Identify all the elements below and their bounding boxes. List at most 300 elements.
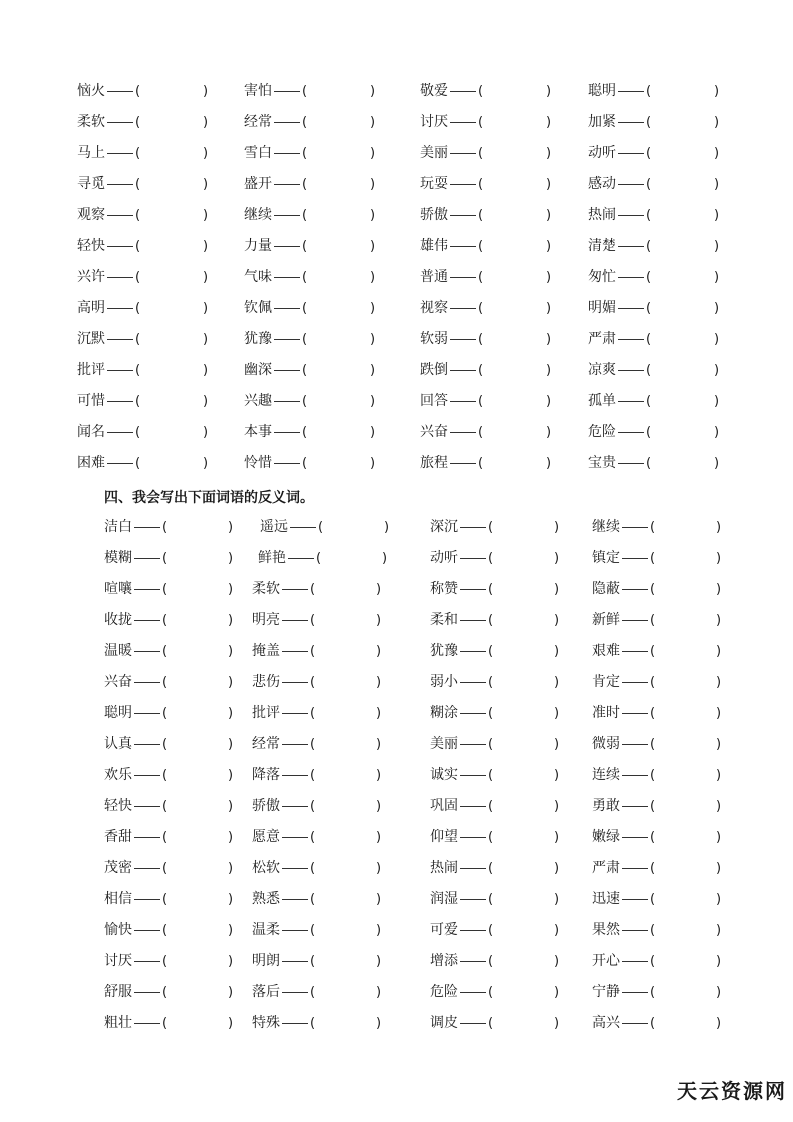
answer-blank-open[interactable]: (: [646, 363, 652, 378]
answer-blank-close[interactable]: ): [376, 799, 382, 814]
answer-blank-open[interactable]: (: [488, 954, 494, 969]
answer-blank-close[interactable]: ): [716, 675, 722, 690]
answer-blank-close[interactable]: ): [714, 301, 720, 316]
answer-blank-open[interactable]: (: [302, 115, 308, 130]
dash-separator: [622, 527, 648, 528]
answer-blank-open[interactable]: (: [162, 954, 168, 969]
answer-blank-open[interactable]: (: [646, 332, 652, 347]
answer-blank-open[interactable]: (: [488, 861, 494, 876]
word-text: 玩耍: [420, 176, 448, 192]
answer-blank-open[interactable]: (: [478, 425, 484, 440]
dash-separator: [282, 837, 308, 838]
answer-blank-open[interactable]: (: [162, 675, 168, 690]
answer-blank-close[interactable]: ): [376, 892, 382, 907]
answer-blank-open[interactable]: (: [302, 177, 308, 192]
answer-blank-open[interactable]: (: [488, 923, 494, 938]
answer-blank-close[interactable]: ): [228, 520, 234, 535]
word-row: [0, 231, 793, 262]
answer-blank-close[interactable]: ): [203, 177, 209, 192]
answer-blank-close[interactable]: ): [228, 1016, 234, 1031]
word-item: [430, 946, 570, 977]
word-text: 微弱: [592, 736, 620, 752]
answer-blank-open[interactable]: (: [650, 799, 656, 814]
word-item: [252, 636, 392, 667]
answer-blank-open[interactable]: (: [478, 270, 484, 285]
answer-blank-close[interactable]: ): [546, 363, 552, 378]
answer-blank-close[interactable]: ): [370, 332, 376, 347]
answer-blank-open[interactable]: (: [488, 830, 494, 845]
word-item: [252, 1008, 392, 1039]
word-item: [420, 448, 560, 479]
answer-blank-open[interactable]: (: [488, 768, 494, 783]
answer-blank-open[interactable]: (: [488, 892, 494, 907]
answer-blank-open[interactable]: (: [646, 84, 652, 99]
answer-blank-close[interactable]: ): [228, 923, 234, 938]
answer-blank-close[interactable]: ): [546, 146, 552, 161]
answer-blank-open[interactable]: (: [302, 332, 308, 347]
answer-blank-close[interactable]: ): [716, 768, 722, 783]
word-item: [420, 324, 560, 355]
answer-blank-open[interactable]: (: [135, 115, 141, 130]
answer-blank-open[interactable]: (: [488, 582, 494, 597]
answer-blank-close[interactable]: ): [546, 208, 552, 223]
answer-blank-open[interactable]: (: [646, 239, 652, 254]
answer-blank-close[interactable]: ): [376, 830, 382, 845]
word-text: 讨厌: [420, 114, 448, 130]
answer-blank-close[interactable]: ): [716, 923, 722, 938]
answer-blank-close[interactable]: ): [714, 177, 720, 192]
answer-blank-open[interactable]: (: [162, 551, 168, 566]
word-text: 连续: [592, 767, 620, 783]
answer-blank-open[interactable]: (: [310, 582, 316, 597]
answer-blank-close[interactable]: ): [716, 985, 722, 1000]
answer-blank-open[interactable]: (: [650, 892, 656, 907]
answer-blank-close[interactable]: ): [554, 613, 560, 628]
answer-blank-open[interactable]: (: [478, 146, 484, 161]
answer-blank-close[interactable]: ): [716, 706, 722, 721]
answer-blank-close[interactable]: ): [376, 706, 382, 721]
answer-blank-open[interactable]: (: [318, 520, 324, 535]
answer-blank-open[interactable]: (: [478, 115, 484, 130]
answer-blank-close[interactable]: ): [228, 799, 234, 814]
answer-blank-open[interactable]: (: [488, 675, 494, 690]
answer-blank-close[interactable]: ): [370, 146, 376, 161]
answer-blank-open[interactable]: (: [162, 830, 168, 845]
dash-separator: [107, 308, 133, 309]
answer-blank-close[interactable]: ): [554, 799, 560, 814]
answer-blank-open[interactable]: (: [650, 737, 656, 752]
answer-blank-close[interactable]: ): [203, 301, 209, 316]
answer-blank-close[interactable]: ): [370, 115, 376, 130]
answer-blank-close[interactable]: ): [370, 208, 376, 223]
answer-blank-close[interactable]: ): [228, 985, 234, 1000]
answer-blank-close[interactable]: ): [714, 332, 720, 347]
answer-blank-close[interactable]: ): [554, 768, 560, 783]
answer-blank-open[interactable]: (: [310, 830, 316, 845]
answer-blank-close[interactable]: ): [554, 861, 560, 876]
answer-blank-close[interactable]: ): [203, 332, 209, 347]
answer-blank-close[interactable]: ): [228, 675, 234, 690]
word-row: [0, 884, 793, 915]
word-item: [592, 915, 732, 946]
answer-blank-close[interactable]: ): [376, 737, 382, 752]
answer-blank-open[interactable]: (: [135, 456, 141, 471]
word-text: 愿意: [252, 829, 280, 845]
answer-blank-open[interactable]: (: [310, 613, 316, 628]
answer-blank-close[interactable]: ): [716, 582, 722, 597]
answer-blank-open[interactable]: (: [135, 301, 141, 316]
dash-separator: [450, 339, 476, 340]
word-text: 巩固: [430, 798, 458, 814]
answer-blank-open[interactable]: (: [135, 332, 141, 347]
answer-blank-open[interactable]: (: [310, 706, 316, 721]
answer-blank-open[interactable]: (: [310, 985, 316, 1000]
answer-blank-close[interactable]: ): [546, 332, 552, 347]
answer-blank-close[interactable]: ): [546, 456, 552, 471]
answer-blank-close[interactable]: ): [546, 270, 552, 285]
answer-blank-close[interactable]: ): [554, 644, 560, 659]
answer-blank-open[interactable]: (: [488, 551, 494, 566]
word-row: [0, 791, 793, 822]
answer-blank-close[interactable]: ): [376, 861, 382, 876]
answer-blank-open[interactable]: (: [302, 84, 308, 99]
answer-blank-close[interactable]: ): [546, 115, 552, 130]
answer-blank-open[interactable]: (: [488, 1016, 494, 1031]
answer-blank-open[interactable]: (: [302, 363, 308, 378]
answer-blank-open[interactable]: (: [650, 706, 656, 721]
answer-blank-open[interactable]: (: [310, 737, 316, 752]
answer-blank-close[interactable]: ): [554, 985, 560, 1000]
answer-blank-open[interactable]: (: [135, 239, 141, 254]
word-text: 模糊: [104, 550, 132, 566]
answer-blank-open[interactable]: (: [478, 394, 484, 409]
answer-blank-close[interactable]: ): [228, 861, 234, 876]
answer-blank-close[interactable]: ): [376, 954, 382, 969]
answer-blank-close[interactable]: ): [370, 394, 376, 409]
answer-blank-open[interactable]: (: [650, 1016, 656, 1031]
answer-blank-close[interactable]: ): [370, 301, 376, 316]
answer-blank-close[interactable]: ): [376, 613, 382, 628]
word-text: 柔软: [252, 581, 280, 597]
word-item: [592, 884, 732, 915]
answer-blank-close[interactable]: ): [716, 737, 722, 752]
answer-blank-close[interactable]: ): [716, 1016, 722, 1031]
answer-blank-open[interactable]: (: [478, 363, 484, 378]
answer-blank-close[interactable]: ): [228, 768, 234, 783]
answer-blank-close[interactable]: ): [716, 830, 722, 845]
answer-blank-close[interactable]: ): [714, 84, 720, 99]
word-text: 可惜: [77, 393, 105, 409]
answer-blank-open[interactable]: (: [310, 644, 316, 659]
answer-blank-open[interactable]: (: [478, 239, 484, 254]
answer-blank-close[interactable]: ): [203, 270, 209, 285]
dash-separator: [460, 930, 486, 931]
answer-blank-close[interactable]: ): [228, 830, 234, 845]
answer-blank-open[interactable]: (: [162, 613, 168, 628]
answer-blank-close[interactable]: ): [384, 520, 390, 535]
answer-blank-close[interactable]: ): [554, 923, 560, 938]
answer-blank-open[interactable]: (: [650, 520, 656, 535]
answer-blank-close[interactable]: ): [714, 239, 720, 254]
answer-blank-open[interactable]: (: [310, 799, 316, 814]
word-text: 雄伟: [420, 238, 448, 254]
answer-blank-open[interactable]: (: [646, 301, 652, 316]
answer-blank-open[interactable]: (: [302, 146, 308, 161]
word-text: 继续: [244, 207, 272, 223]
answer-blank-open[interactable]: (: [162, 1016, 168, 1031]
answer-blank-open[interactable]: (: [478, 301, 484, 316]
answer-blank-close[interactable]: ): [376, 985, 382, 1000]
dash-separator: [622, 837, 648, 838]
answer-blank-close[interactable]: ): [554, 737, 560, 752]
answer-blank-open[interactable]: (: [135, 394, 141, 409]
answer-blank-open[interactable]: (: [302, 394, 308, 409]
answer-blank-close[interactable]: ): [228, 582, 234, 597]
answer-blank-open[interactable]: (: [646, 270, 652, 285]
word-item: [104, 574, 244, 605]
answer-blank-open[interactable]: (: [488, 737, 494, 752]
answer-blank-open[interactable]: (: [162, 520, 168, 535]
answer-blank-close[interactable]: ): [376, 644, 382, 659]
answer-blank-close[interactable]: ): [203, 146, 209, 161]
answer-blank-open[interactable]: (: [650, 675, 656, 690]
word-text: 香甜: [104, 829, 132, 845]
answer-blank-open[interactable]: (: [646, 115, 652, 130]
answer-blank-open[interactable]: (: [650, 613, 656, 628]
answer-blank-close[interactable]: ): [554, 1016, 560, 1031]
answer-blank-open[interactable]: (: [488, 613, 494, 628]
answer-blank-close[interactable]: ): [376, 675, 382, 690]
answer-blank-close[interactable]: ): [228, 706, 234, 721]
word-text: 怜惜: [244, 455, 272, 471]
answer-blank-close[interactable]: ): [554, 551, 560, 566]
answer-blank-close[interactable]: ): [370, 456, 376, 471]
answer-blank-open[interactable]: (: [302, 301, 308, 316]
answer-blank-open[interactable]: (: [135, 146, 141, 161]
answer-blank-open[interactable]: (: [135, 177, 141, 192]
answer-blank-open[interactable]: (: [162, 923, 168, 938]
word-text: 动听: [588, 145, 616, 161]
answer-blank-open[interactable]: (: [302, 208, 308, 223]
answer-blank-close[interactable]: ): [546, 239, 552, 254]
answer-blank-close[interactable]: ): [714, 146, 720, 161]
dash-separator: [274, 432, 300, 433]
word-text: 柔和: [430, 612, 458, 628]
answer-blank-open[interactable]: (: [650, 830, 656, 845]
answer-blank-open[interactable]: (: [302, 456, 308, 471]
answer-blank-open[interactable]: (: [162, 706, 168, 721]
answer-blank-open[interactable]: (: [650, 985, 656, 1000]
answer-blank-close[interactable]: ): [554, 582, 560, 597]
answer-blank-close[interactable]: ): [716, 954, 722, 969]
dash-separator: [107, 184, 133, 185]
answer-blank-close[interactable]: ): [546, 177, 552, 192]
answer-blank-close[interactable]: ): [714, 425, 720, 440]
answer-blank-open[interactable]: (: [135, 84, 141, 99]
answer-blank-open[interactable]: (: [135, 208, 141, 223]
word-text: 明亮: [252, 612, 280, 628]
word-item: [244, 76, 384, 107]
word-row: [0, 636, 793, 667]
answer-blank-open[interactable]: (: [310, 892, 316, 907]
answer-blank-open[interactable]: (: [650, 954, 656, 969]
answer-blank-open[interactable]: (: [316, 551, 322, 566]
answer-blank-close[interactable]: ): [228, 737, 234, 752]
answer-blank-open[interactable]: (: [162, 768, 168, 783]
answer-blank-open[interactable]: (: [646, 208, 652, 223]
word-text: 愉快: [104, 922, 132, 938]
answer-blank-close[interactable]: ): [376, 768, 382, 783]
answer-blank-close[interactable]: ): [203, 394, 209, 409]
answer-blank-open[interactable]: (: [310, 1016, 316, 1031]
word-row: [0, 200, 793, 231]
word-item: [77, 355, 217, 386]
answer-blank-close[interactable]: ): [554, 520, 560, 535]
answer-blank-open[interactable]: (: [162, 861, 168, 876]
answer-blank-open[interactable]: (: [646, 177, 652, 192]
answer-blank-close[interactable]: ): [203, 239, 209, 254]
word-item: [430, 636, 570, 667]
answer-blank-open[interactable]: (: [646, 146, 652, 161]
answer-blank-close[interactable]: ): [714, 456, 720, 471]
answer-blank-close[interactable]: ): [376, 582, 382, 597]
answer-blank-close[interactable]: ): [382, 551, 388, 566]
word-item: [588, 355, 728, 386]
answer-blank-close[interactable]: ): [716, 551, 722, 566]
answer-blank-open[interactable]: (: [650, 923, 656, 938]
answer-blank-close[interactable]: ): [546, 301, 552, 316]
dash-separator: [134, 713, 160, 714]
answer-blank-open[interactable]: (: [488, 985, 494, 1000]
answer-blank-close[interactable]: ): [716, 892, 722, 907]
answer-blank-close[interactable]: ): [203, 456, 209, 471]
answer-blank-close[interactable]: ): [554, 675, 560, 690]
word-item: [244, 386, 384, 417]
answer-blank-open[interactable]: (: [650, 551, 656, 566]
answer-blank-close[interactable]: ): [370, 84, 376, 99]
answer-blank-open[interactable]: (: [162, 737, 168, 752]
answer-blank-open[interactable]: (: [650, 861, 656, 876]
word-item: [430, 915, 570, 946]
word-item: [420, 76, 560, 107]
dash-separator: [618, 153, 644, 154]
answer-blank-open[interactable]: (: [162, 985, 168, 1000]
answer-blank-open[interactable]: (: [302, 425, 308, 440]
dash-separator: [460, 651, 486, 652]
word-item: [104, 636, 244, 667]
answer-blank-close[interactable]: ): [203, 208, 209, 223]
answer-blank-open[interactable]: (: [162, 892, 168, 907]
answer-blank-open[interactable]: (: [478, 84, 484, 99]
answer-blank-close[interactable]: ): [554, 706, 560, 721]
answer-blank-open[interactable]: (: [646, 425, 652, 440]
answer-blank-close[interactable]: ): [714, 115, 720, 130]
answer-blank-close[interactable]: ): [554, 954, 560, 969]
answer-blank-close[interactable]: ): [203, 84, 209, 99]
answer-blank-close[interactable]: ): [228, 613, 234, 628]
answer-blank-close[interactable]: ): [370, 270, 376, 285]
answer-blank-close[interactable]: ): [376, 1016, 382, 1031]
answer-blank-close[interactable]: ): [714, 363, 720, 378]
dash-separator: [288, 558, 314, 559]
word-text: 艰难: [592, 643, 620, 659]
answer-blank-open[interactable]: (: [488, 520, 494, 535]
word-text: 高明: [77, 300, 105, 316]
answer-blank-open[interactable]: (: [135, 270, 141, 285]
answer-blank-close[interactable]: ): [716, 613, 722, 628]
word-text: 恼火: [77, 83, 105, 99]
answer-blank-close[interactable]: ): [370, 239, 376, 254]
answer-blank-open[interactable]: (: [310, 954, 316, 969]
answer-blank-open[interactable]: (: [478, 208, 484, 223]
answer-blank-close[interactable]: ): [370, 363, 376, 378]
answer-blank-close[interactable]: ): [554, 892, 560, 907]
answer-blank-open[interactable]: (: [302, 270, 308, 285]
answer-blank-open[interactable]: (: [650, 768, 656, 783]
answer-blank-close[interactable]: ): [714, 394, 720, 409]
answer-blank-close[interactable]: ): [546, 394, 552, 409]
answer-blank-close[interactable]: ): [370, 177, 376, 192]
answer-blank-open[interactable]: (: [488, 799, 494, 814]
answer-blank-close[interactable]: ): [228, 892, 234, 907]
answer-blank-close[interactable]: ): [203, 425, 209, 440]
answer-blank-close[interactable]: ): [203, 363, 209, 378]
answer-blank-close[interactable]: ): [714, 270, 720, 285]
answer-blank-open[interactable]: (: [135, 363, 141, 378]
answer-blank-close[interactable]: ): [546, 84, 552, 99]
answer-blank-open[interactable]: (: [162, 799, 168, 814]
answer-blank-open[interactable]: (: [650, 582, 656, 597]
answer-blank-close[interactable]: ): [376, 923, 382, 938]
answer-blank-open[interactable]: (: [646, 456, 652, 471]
answer-blank-open[interactable]: (: [310, 675, 316, 690]
answer-blank-open[interactable]: (: [478, 332, 484, 347]
dash-separator: [622, 775, 648, 776]
answer-blank-open[interactable]: (: [650, 644, 656, 659]
answer-blank-open[interactable]: (: [162, 644, 168, 659]
answer-blank-open[interactable]: (: [162, 582, 168, 597]
answer-blank-open[interactable]: (: [310, 923, 316, 938]
word-item: [244, 293, 384, 324]
dash-separator: [618, 246, 644, 247]
answer-blank-close[interactable]: ): [714, 208, 720, 223]
dash-separator: [134, 899, 160, 900]
answer-blank-open[interactable]: (: [135, 425, 141, 440]
answer-blank-close[interactable]: ): [370, 425, 376, 440]
answer-blank-close[interactable]: ): [716, 799, 722, 814]
answer-blank-close[interactable]: ): [228, 551, 234, 566]
answer-blank-open[interactable]: (: [478, 456, 484, 471]
answer-blank-close[interactable]: ): [716, 520, 722, 535]
answer-blank-open[interactable]: (: [310, 861, 316, 876]
word-item: [104, 977, 244, 1008]
answer-blank-close[interactable]: ): [716, 861, 722, 876]
answer-blank-open[interactable]: (: [488, 644, 494, 659]
answer-blank-close[interactable]: ): [228, 954, 234, 969]
answer-blank-open[interactable]: (: [478, 177, 484, 192]
dash-separator: [618, 463, 644, 464]
answer-blank-open[interactable]: (: [302, 239, 308, 254]
answer-blank-open[interactable]: (: [646, 394, 652, 409]
answer-blank-close[interactable]: ): [554, 830, 560, 845]
answer-blank-close[interactable]: ): [546, 425, 552, 440]
answer-blank-close[interactable]: ): [228, 644, 234, 659]
answer-blank-close[interactable]: ): [203, 115, 209, 130]
answer-blank-open[interactable]: (: [488, 706, 494, 721]
answer-blank-close[interactable]: ): [716, 644, 722, 659]
word-item: [104, 791, 244, 822]
answer-blank-open[interactable]: (: [310, 768, 316, 783]
